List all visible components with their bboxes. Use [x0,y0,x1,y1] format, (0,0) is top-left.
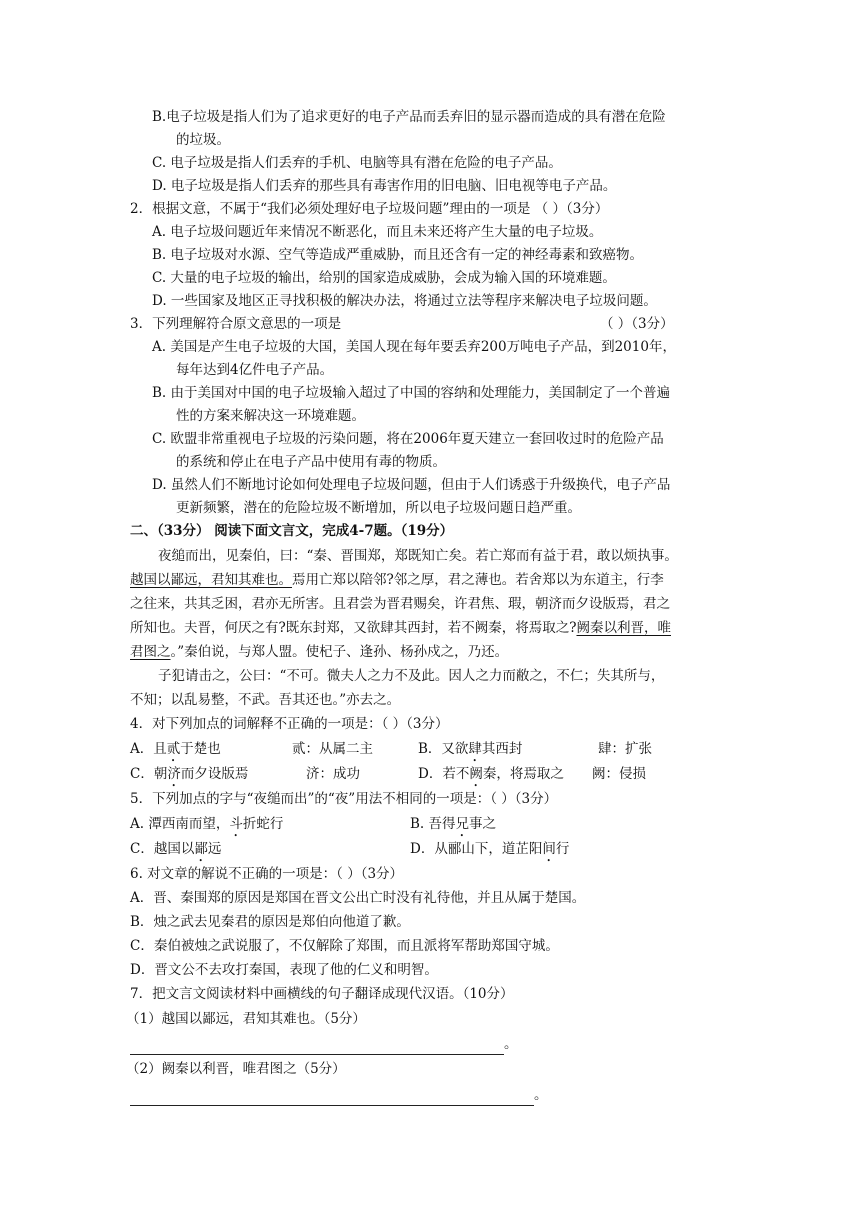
q2-stem: 2．根据文意，不属于“我们必须处理好电子垃圾问题”理由的一项是 （ ）（3分） [130,201,609,217]
dotted-char: 阙 [469,766,483,782]
passage-p1-line1: 夜缒而出，见秦伯，曰：“秦、晋围郑，郑既知亡矣。若亡郑而有益于君，敢以烦执事。 [158,548,678,564]
q1-option-c: C. 电子垃圾是指人们丢弃的手机、电脑等具有潜在危险的电子产品。 [152,155,562,171]
q7-sentence-1: （1）越国以鄙远，君知其难也。（5分） [126,1011,366,1027]
dotted-char: 兄 [455,816,470,832]
q4-option-d: D．若不阙秦，将焉取之 [418,766,564,782]
q7-stem: 7．把文言文阅读材料中画横线的句子翻译成现代汉语。（10分） [130,986,514,1002]
q4-option-d-gloss: 阙：侵损 [592,766,646,782]
q7-answer-line-1[interactable]: 。 [130,1033,518,1055]
q3-option-c-line1: C. 欧盟非常重视电子垃圾的污染问题，将在2006年夏天建立一套回收过时的危险产品 [152,431,664,447]
dotted-char: 肆 [468,741,482,757]
q3-option-d-line2: 更新频繁，潜在的危险垃圾不断增加，所以电子垃圾问题日趋严重。 [176,500,581,516]
q2-option-c: C. 大量的电子垃圾的输出，给别的国家造成威胁，会成为输入国的环境难题。 [152,270,616,286]
passage-p1-line5: 君图之。”秦伯说，与郑人盟。使杞子、逢孙、杨孙戍之，乃还。 [130,644,509,660]
dotted-char: 鄙 [194,841,208,857]
q1-option-d: D. 电子垃圾是指人们丢弃的那些具有毒害作用的旧电脑、旧电视等电子产品。 [152,178,617,194]
section2-heading: 二、（33分） 阅读下面文言文，完成4-7题。（19分） [130,523,454,539]
q3-option-a-line2: 每年达到4亿件电子产品。 [176,362,334,378]
q3-score: （ ）（3分） [600,316,674,332]
q5-option-a: A. 潭西南而望，斗折蛇行 [130,816,284,832]
q7-sentence-2: （2）阙秦以利晋，唯君图之（5分） [126,1061,346,1077]
answer-blank[interactable] [130,1091,534,1106]
q4-option-c-gloss: 济：成功 [306,766,360,782]
passage-p1-line4: 所知也。夫晋，何厌之有?既东封郑，又欲肆其西封，若不阙秦，将焉取之?阙秦以利晋，唯 [130,620,671,636]
q2-option-b: B. 电子垃圾对水源、空气等造成严重威胁，而且还含有一定的神经毒素和致癌物。 [152,247,644,263]
q2-option-d: D. 一些国家及地区正寻找积极的解决办法，将通过立法等程序来解决电子垃圾问题。 [152,293,657,309]
underlined-sentence-2a: 阙秦以利晋，唯 [576,620,671,636]
dotted-char: 间 [542,841,556,857]
q1-option-b-line1: B.电子垃圾是指人们为了追求更好的电子产品而丢弃旧的显示器而造成的具有潜在危险 [152,109,666,125]
dotted-char: 济 [167,766,181,782]
q3-option-a-line1: A. 美国是产生电子垃圾的大国，美国人现在每年要丢弃200万吨电子产品，到2010年， [152,339,676,355]
q5-stem: 5．下列加点的字与“夜缒而出”的“夜”用法不相同的一项是：（ ）（3分） [130,791,558,807]
q7-answer-line-2[interactable]: 。 [130,1084,548,1106]
q6-option-d: D．晋文公不去攻打秦国，表现了他的仁义和明智。 [130,962,438,978]
q5-option-c: C．越国以鄙远 [130,841,222,857]
underlined-sentence-1: 越国以鄙远，君知其难也。 [130,572,292,588]
passage-p2-line2: 不知；以乱易整，不武。吾其还也。”亦去之。 [130,692,401,708]
q6-option-c: C．秦伯被烛之武说服了，不仅解除了郑围，而且派将军帮助郑国守城。 [130,938,559,954]
passage-p2-line1: 子犯请击之，公曰：“不可。微夫人之力不及此。因人之力而敝之，不仁；失其所与， [158,668,665,684]
q1-option-b-line2: 的垃圾。 [176,132,230,148]
dotted-char: 斗 [229,816,243,832]
q3-option-b-line2: 性的方案来解决这一环境难题。 [176,408,365,424]
q5-option-d: D．从郦山下，道芷阳间行 [410,841,570,857]
answer-blank[interactable] [130,1040,504,1055]
q5-option-b: B. 吾得兄事之 [410,816,497,832]
q2-option-a: A. 电子垃圾问题近年来情况不断恶化，而且未来还将产生大量的电子垃圾。 [152,224,603,240]
q4-stem: 4．对下列加点的词解释不正确的一项是：（ ）（3分） [130,716,449,732]
passage-p1-line2: 越国以鄙远，君知其难也。焉用亡郑以陪邻?邻之厚，君之薄也。若舍郑以为东道主，行李 [130,572,664,588]
q4-option-a: A．且贰于楚也 [130,741,221,757]
passage-p1-line3: 之往来，共其乏困，君亦无所害。且君尝为晋君赐矣，许君焦、瑕，朝济而夕设版焉，君之 [130,596,670,612]
underlined-sentence-2b: 君图之 [130,644,171,660]
q3-option-c-line2: 的系统和停止在电子产品中使用有毒的物质。 [176,454,446,470]
q4-option-b-gloss: 肆：扩张 [598,741,652,757]
q3-option-d-line1: D. 虽然人们不断地讨论如何处理电子垃圾问题，但由于人们诱惑于升级换代，电子产品 [152,477,671,493]
q4-option-b: B．又欲肆其西封 [418,741,523,757]
q4-option-a-gloss: 贰：从属二主 [292,741,373,757]
q6-option-a: A．晋、秦围郑的原因是郑国在晋文公出亡时没有礼待他，并且从属于楚国。 [130,890,586,906]
q6-stem: 6. 对文章的解说不正确的一项是：（ ）（3分） [130,866,404,882]
q3-option-b-line1: B. 由于美国对中国的电子垃圾输入超过了中国的容纳和处理能力，美国制定了一个普遍 [152,385,671,401]
q3-stem: 3．下列理解符合原文意思的一项是 [130,316,342,332]
dotted-char: 贰 [166,741,181,757]
q6-option-b: B．烛之武去见秦君的原因是郑伯向他道了歉。 [130,914,410,930]
q4-option-c: C．朝济而夕设版焉 [130,766,249,782]
